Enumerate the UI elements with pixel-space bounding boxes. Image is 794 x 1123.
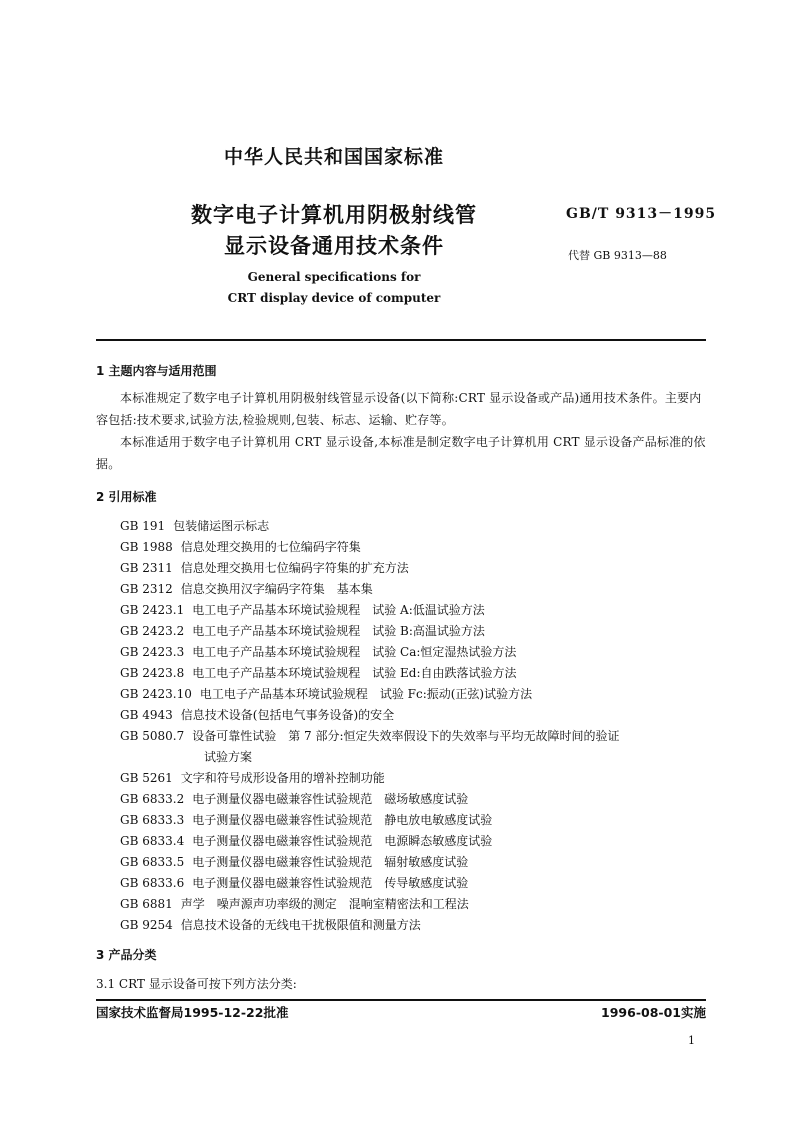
reference-code: GB 2423.10: [120, 687, 192, 701]
reference-title: 电子测量仪器电磁兼容性试验规范 磁场敏感度试验: [192, 792, 469, 806]
reference-item: [120, 600, 712, 621]
approval-date: 国家技术监督局1995-12-22批准: [96, 1005, 289, 1020]
header-rule: [96, 339, 706, 341]
reference-code: GB 5080.7: [120, 729, 185, 743]
reference-title: 信息交换用汉字编码字符集 基本集: [180, 582, 373, 596]
reference-code: GB 2423.2: [120, 624, 185, 638]
reference-code: GB 6833.2: [120, 792, 185, 806]
reference-code: GB 6833.3: [120, 813, 185, 827]
reference-title: 电工电子产品基本环境试验规程 试验 Ed:自由跌落试验方法: [192, 666, 517, 680]
normative-references-list: [120, 516, 712, 936]
reference-code: GB 191: [120, 519, 166, 533]
reference-item: [120, 579, 712, 600]
reference-item: [120, 558, 712, 579]
reference-title: 电子测量仪器电磁兼容性试验规范 电源瞬态敏感度试验: [192, 834, 493, 848]
section-1-paragraph-2: 本标准适用于数字电子计算机用 CRT 显示设备,本标准是制定数字电子计算机用 CRT 显示设备产品标准的依据。: [96, 435, 706, 471]
reference-code: GB 2423.1: [120, 603, 185, 617]
reference-item: [120, 726, 712, 747]
reference-code: GB 6833.5: [120, 855, 185, 869]
effective-date: 1996-08-01实施: [601, 1005, 706, 1020]
replaces-note: 代替 GB 9313—88: [568, 249, 667, 262]
reference-item: [120, 915, 712, 936]
reference-title: 电子测量仪器电磁兼容性试验规范 辐射敏感度试验: [192, 855, 469, 869]
reference-title: 电工电子产品基本环境试验规程 试验 A:低温试验方法: [192, 603, 485, 617]
reference-code: GB 5261: [120, 771, 173, 785]
reference-item-continuation: 试验方案: [204, 750, 253, 764]
english-title-line1: General specifications for: [247, 270, 421, 284]
document-title-line2: 显示设备通用技术条件: [224, 234, 444, 258]
reference-item: [120, 642, 712, 663]
reference-item: [120, 516, 712, 537]
section-3-1-text: 3.1 CRT 显示设备可按下列方法分类:: [96, 977, 297, 991]
reference-item: [120, 852, 712, 873]
reference-code: GB 1988: [120, 540, 173, 554]
reference-title: 电子测量仪器电磁兼容性试验规范 传导敏感度试验: [192, 876, 469, 890]
reference-item: [120, 705, 712, 726]
reference-title: 信息处理交换用七位编码字符集的扩充方法: [180, 561, 409, 575]
reference-item: [120, 894, 712, 915]
section-2-heading: 2 引用标准: [96, 490, 157, 504]
footer-rule: [96, 999, 706, 1001]
reference-code: GB 2312: [120, 582, 173, 596]
reference-title: 电工电子产品基本环境试验规程 试验 B:高温试验方法: [192, 624, 485, 638]
reference-title: 设备可靠性试验 第 7 部分:恒定失效率假设下的失效率与平均无故障时间的验证: [192, 729, 620, 743]
reference-title: 电子测量仪器电磁兼容性试验规范 静电放电敏感度试验: [192, 813, 493, 827]
reference-title: 声学 噪声源声功率级的测定 混响室精密法和工程法: [180, 897, 469, 911]
reference-title: 文字和符号成形设备用的增补控制功能: [180, 771, 385, 785]
reference-code: GB 2423.8: [120, 666, 185, 680]
reference-item: [120, 537, 712, 558]
document-title-line1: 数字电子计算机用阴极射线管: [191, 203, 477, 227]
reference-item: [120, 789, 712, 810]
reference-item: [120, 621, 712, 642]
reference-item: [120, 831, 712, 852]
reference-title: 电工电子产品基本环境试验规程 试验 Ca:恒定湿热试验方法: [192, 645, 517, 659]
reference-item: [120, 684, 712, 705]
standard-code: GB/T 9313－1995: [566, 206, 717, 222]
page-number: 1: [688, 1034, 695, 1047]
reference-code: GB 4943: [120, 708, 173, 722]
section-3-heading: 3 产品分类: [96, 948, 157, 962]
reference-item: [120, 810, 712, 831]
reference-code: GB 6881: [120, 897, 173, 911]
section-1-heading: 1 主题内容与适用范围: [96, 364, 217, 378]
reference-item: [120, 663, 712, 684]
reference-title: 电工电子产品基本环境试验规程 试验 Fc:振动(正弦)试验方法: [199, 687, 533, 701]
national-standard-title: 中华人民共和国国家标准: [223, 146, 444, 168]
reference-title: 包装储运图示标志: [173, 519, 270, 533]
section-1-paragraph-1: 本标准规定了数字电子计算机用阴极射线管显示设备(以下简称:CRT 显示设备或产品)通用技术条件。主要内容包括:技术要求,试验方法,检验规则,包装、标志、运输、贮存等。: [96, 391, 702, 427]
reference-code: GB 6833.6: [120, 876, 185, 890]
reference-item: [120, 873, 712, 894]
reference-title: 信息技术设备(包括电气事务设备)的安全: [180, 708, 395, 722]
reference-code: GB 2423.3: [120, 645, 185, 659]
reference-item: [120, 768, 712, 789]
reference-code: GB 2311: [120, 561, 173, 575]
reference-title: 信息技术设备的无线电干扰极限值和测量方法: [180, 918, 421, 932]
reference-code: GB 6833.4: [120, 834, 185, 848]
reference-title: 信息处理交换用的七位编码字符集: [180, 540, 361, 554]
reference-code: GB 9254: [120, 918, 173, 932]
english-title-line2: CRT display device of computer: [227, 291, 441, 305]
